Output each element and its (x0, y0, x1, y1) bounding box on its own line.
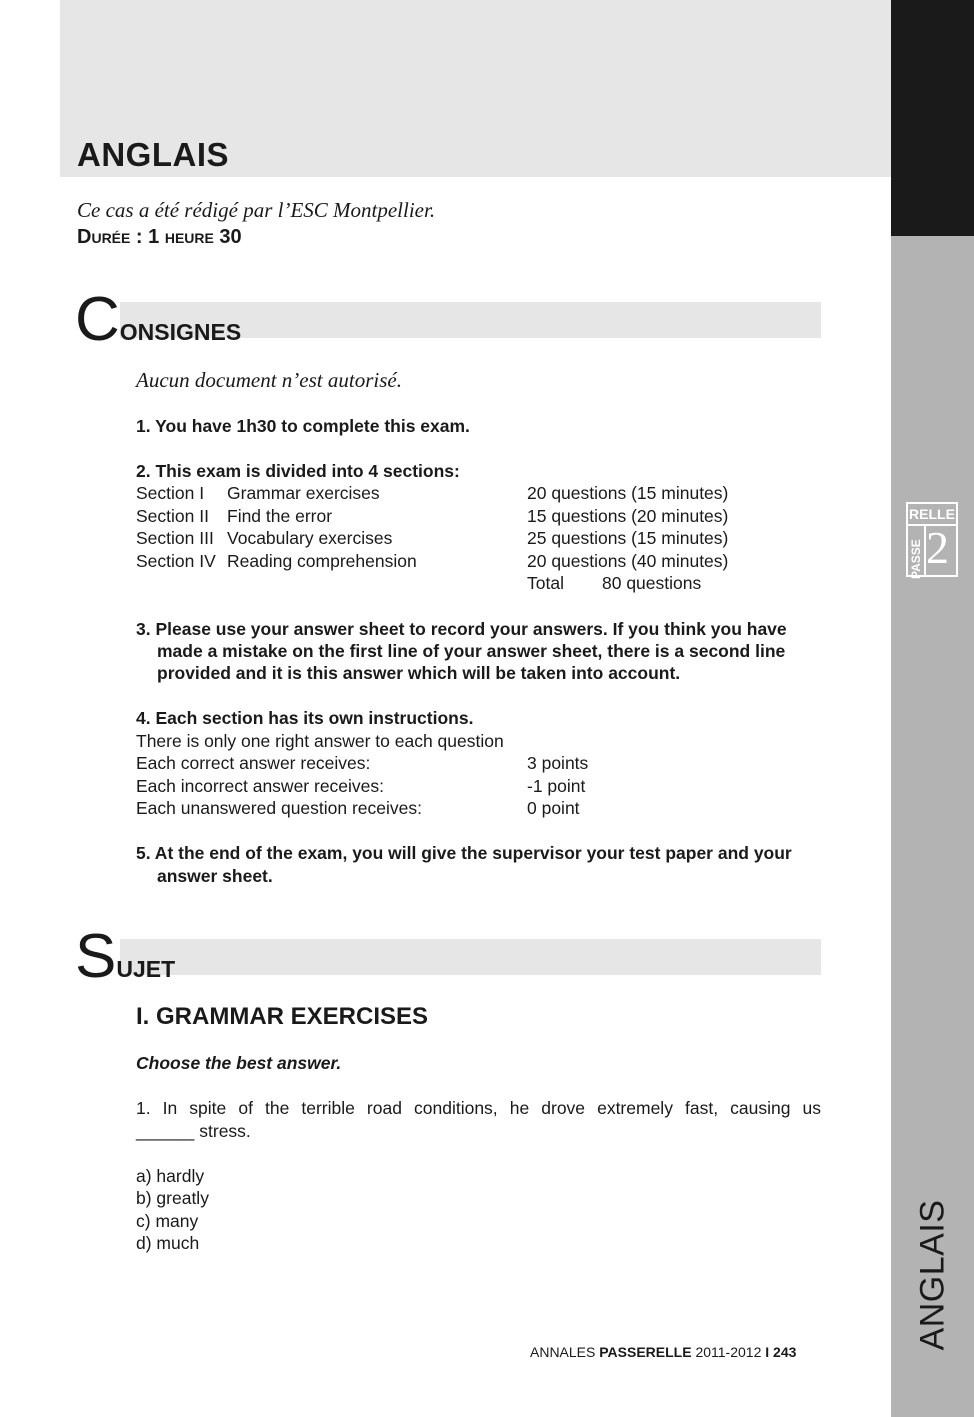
instruction-3-line: made a mistake on the first line of your answer sheet, there is a second line (157, 641, 786, 661)
answer-option: d) much (136, 1233, 200, 1253)
sidebar-section-label (891, 0, 974, 236)
page-number: 243 (773, 1344, 797, 1360)
sidebar-subject-label: ANGLAIS (913, 1199, 951, 1351)
section-row-name: Vocabulary exercises (227, 528, 393, 548)
exercise-instruction: Choose the best answer. (136, 1053, 342, 1073)
scoring-label: Each correct answer receives: (136, 753, 371, 773)
section-row-name: Find the error (227, 506, 333, 526)
scoring-value: 3 points (527, 753, 589, 773)
answer-option: c) many (136, 1211, 199, 1231)
consignes-intro: Aucun document n’est autorisé. (136, 368, 402, 392)
section-row-name: Grammar exercises (227, 483, 380, 503)
section-row-label: Section IV (136, 551, 216, 571)
section-row-count: 15 questions (20 minutes) (527, 506, 729, 526)
answer-option: a) hardly (136, 1166, 205, 1186)
answer-option: b) greatly (136, 1188, 209, 1208)
total-label: Total (527, 573, 564, 593)
scoring-label: Each incorrect answer receives: (136, 776, 385, 796)
instruction-5-line: answer sheet. (157, 866, 273, 886)
section-row-count: 20 questions (40 minutes) (527, 551, 729, 571)
instruction-1: 1. You have 1h30 to complete this exam. (136, 416, 470, 436)
scoring-label: Each unanswered question receives: (136, 798, 423, 818)
question-line: ______ stress. (136, 1121, 251, 1141)
sujet-heading: SUJET (75, 922, 176, 991)
section-row-count: 20 questions (15 minutes) (527, 483, 729, 503)
instruction-5-line: 5. At the end of the exam, you will give the supervisor your test paper and your (136, 843, 792, 863)
instruction-3-line: provided and it is this answer which will be taken into account. (157, 663, 681, 683)
section-row-label: Section II (136, 506, 209, 526)
instruction-4-note: There is only one right answer to each question (136, 731, 504, 751)
total-value: 80 questions (602, 573, 702, 593)
scoring-value: 0 point (527, 798, 580, 818)
section-row-count: 25 questions (15 minutes) (527, 528, 729, 548)
section-row-label: Section III (136, 528, 214, 548)
page-title: ANGLAIS (77, 136, 229, 173)
consignes-heading: CONSIGNES (75, 285, 242, 354)
author-credit: Ce cas a été rédigé par l’ESC Montpellier. (77, 198, 436, 222)
section-title: I. GRAMMAR EXERCISES (136, 1003, 429, 1030)
scoring-value: -1 point (527, 776, 586, 796)
instruction-4-title: 4. Each section has its own instructions. (136, 708, 474, 728)
section-row-label: Section I (136, 483, 205, 503)
section-row-name: Reading comprehension (227, 551, 417, 571)
passerelle-logo: RELLE PASSE 2 (906, 502, 958, 577)
instruction-2-title: 2. This exam is divided into 4 sections: (136, 461, 460, 481)
page-footer: ANNALES PASSERELLE 2011-2012 I 243 (530, 1344, 797, 1360)
sujet-heading-band (120, 939, 821, 975)
duration: DURÉE : 1 HEURE 30 (77, 226, 242, 248)
question-line: 1. In spite of the terrible road conditions, he drove extremely fast, causing us (136, 1098, 821, 1118)
instruction-3-line: 3. Please use your answer sheet to record your answers. If you think you have (136, 619, 787, 639)
